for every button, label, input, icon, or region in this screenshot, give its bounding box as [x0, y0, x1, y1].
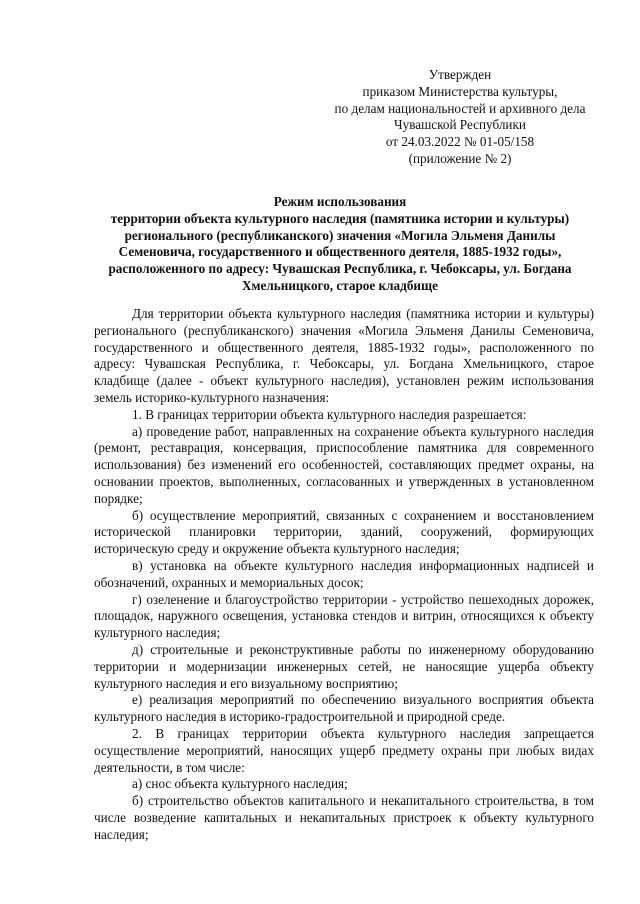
- list-item: а) снос объекта культурного наследия;: [132, 776, 348, 792]
- title-line: территории объекта культурного наследия (памятника истории и культуры): [110, 210, 570, 226]
- title-line: регионального (республиканского) значения «Могила Эльменя Данилы: [124, 227, 556, 243]
- list-item: в) установка на объекте культурного наследия информационных надписей и обозначений, охранных и мемориальных досок;: [94, 557, 594, 590]
- approval-stamp: [326, 67, 594, 168]
- title-line: Семеновича, государственного и общественного деятеля, 1885-1932 годы»,: [118, 244, 562, 260]
- list-item: а) проведение работ, направленных на сохранение объекта культурного наследия (ремонт, реставрация, консервация, приспособление памятника для современного использования) без изменений его особенностей, составляющих предмет охраны, на основании проектов, выполненных, согласованных и утвержденных в установленном порядке;: [94, 423, 594, 506]
- intro-paragraph: Для территории объекта культурного наследия (памятника истории и культуры) регионального (республиканского) значения «Могила Эльменя Данилы Семеновича, государственного и общественного деятеля, 1885-1932 годы», расположенного по адресу: Чувашская Республика, г. Чебоксары, ул. Богдана Хмельницкого, старое кладбище (далее - объект культурного наследия), установлен режим использования земель историко-культурного назначения:: [94, 306, 594, 405]
- list-item: е) реализация мероприятий по обеспечению визуального восприятия объекта культурного наследия в историко-градостроительной и природной среде.: [94, 692, 594, 725]
- title-line: Режим использования: [273, 194, 407, 209]
- approval-line: Утвержден: [428, 67, 492, 82]
- approval-line: приказом Министерства культуры,: [362, 83, 558, 99]
- approval-line: (приложение № 2): [408, 150, 512, 166]
- list-item: г) озеленение и благоустройство территории - устройство пешеходных дорожек, площадок, наружного освещения, установка стендов и витрин, относящихся к объекту культурного наследия;: [94, 591, 594, 641]
- document-body: [94, 306, 594, 844]
- list-item: д) строительные и реконструктивные работы по инженерному оборудованию территории и модернизации инженерных сетей, не наносящие ущерба объекту культурного наследия и его визуальному восприятию;: [94, 641, 594, 691]
- title-line: Хмельницкого, старое кладбище: [242, 277, 438, 293]
- approval-line: от 24.03.2022 № 01-05/158: [385, 134, 535, 150]
- approval-line: Чувашской Республики: [394, 117, 526, 133]
- section-2-heading: 2. В границах территории объекта культурного наследия запрещается осуществление мероприятий, наносящих ущерб предмету охраны при любых видах деятельности, в том числе:: [94, 725, 594, 775]
- list-item: б) осуществление мероприятий, связанных с сохранением и восстановлением исторической планировки территории, зданий, сооружений, формирующих историческую среду и окружение объекта культурного наследия;: [94, 507, 594, 557]
- list-item: б) строительство объектов капитального и некапитального строительства, в том числе возведение капитальных и некапитальных пристроек к объекту культурного наследия;: [94, 793, 594, 842]
- approval-line: по делам национальностей и архивного дела: [334, 100, 586, 116]
- document-title: [86, 194, 594, 295]
- section-1-heading: 1. В границах территории объекта культурного наследия разрешается:: [132, 406, 527, 422]
- title-line: расположенного по адресу: Чувашская Республика, г. Чебоксары, ул. Богдана: [108, 261, 572, 277]
